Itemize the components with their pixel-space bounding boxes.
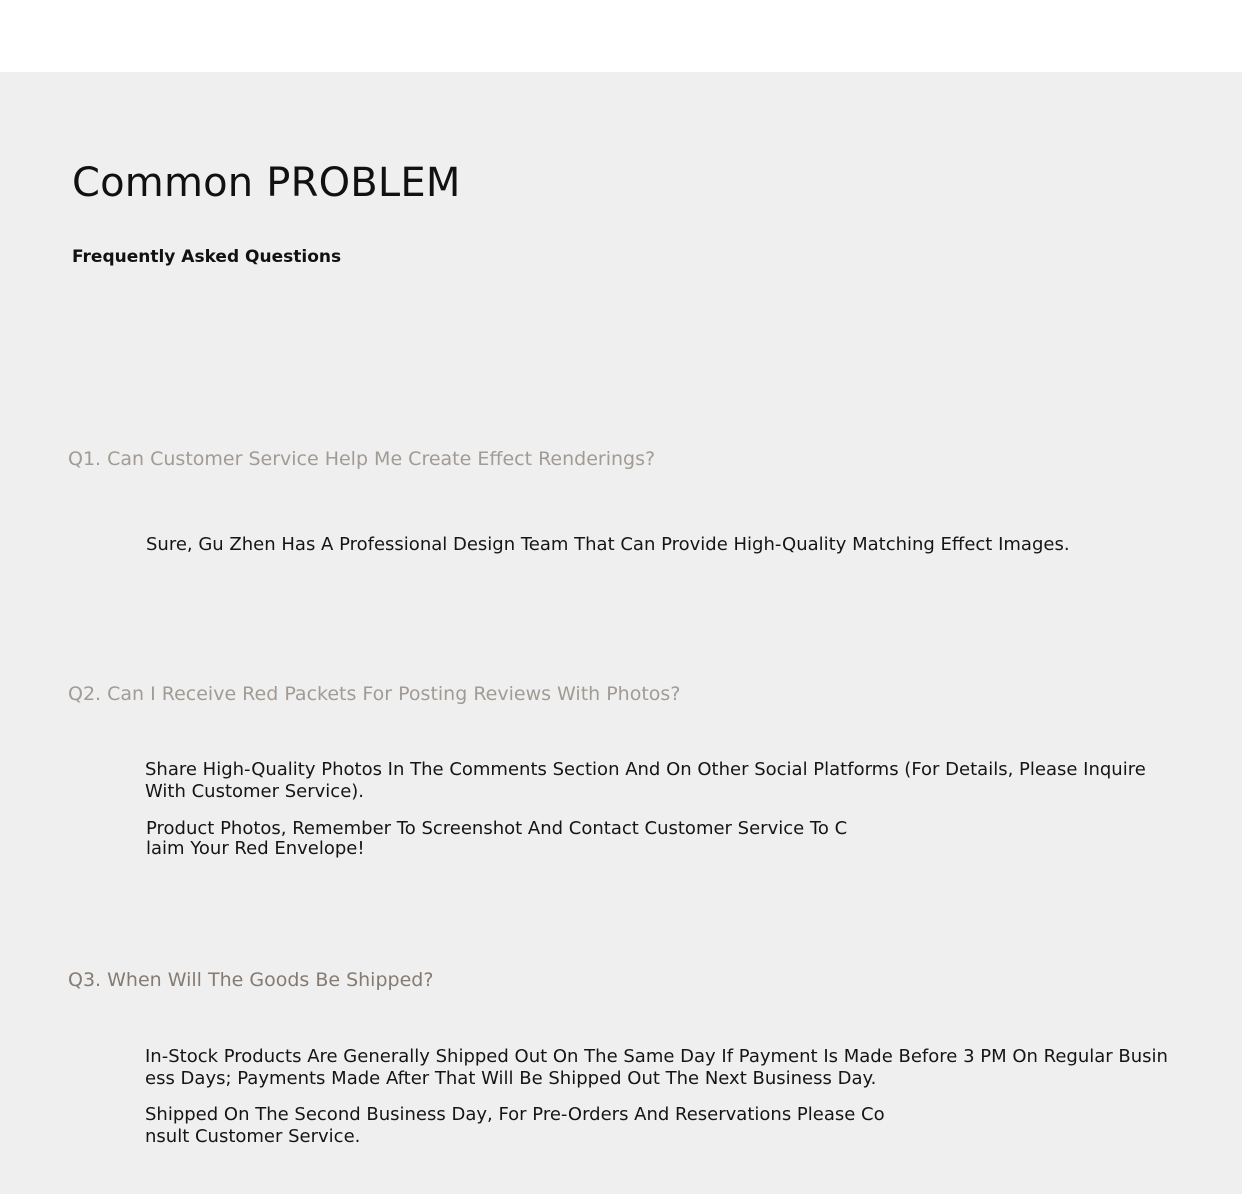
answer-line: Shipped On The Second Business Day, For Pre-Orders And Reservations Please Co [145, 1104, 885, 1125]
faq-answer-2-para-1 [145, 759, 1146, 803]
answer-line: With Customer Service). [145, 781, 365, 802]
answer-line: In-Stock Products Are Generally Shipped Out On The Same Day If Payment Is Made Before 3 PM On Regular Busin [145, 1046, 1168, 1067]
faq-question-1[interactable]: Q1. Can Customer Service Help Me Create Effect Renderings? [68, 448, 656, 470]
page-title: Common PROBLEM [72, 160, 461, 206]
answer-line: ess Days; Payments Made After That Will Be Shipped Out The Next Business Day. [145, 1068, 877, 1089]
faq-section [0, 72, 1242, 1194]
answer-line: Product Photos, Remember To Screenshot And Contact Customer Service To C [146, 818, 848, 839]
top-bar [0, 0, 1242, 72]
faq-answer-3-para-2 [145, 1104, 885, 1148]
faq-answer-1 [146, 534, 1070, 556]
answer-line: laim Your Red Envelope! [146, 838, 365, 859]
answer-line: Sure, Gu Zhen Has A Professional Design Team That Can Provide High-Quality Matching Effect Images. [146, 534, 1070, 555]
faq-question-3[interactable]: Q3. When Will The Goods Be Shipped? [68, 969, 434, 991]
answer-line: nsult Customer Service. [145, 1126, 361, 1147]
faq-question-2[interactable]: Q2. Can I Receive Red Packets For Posting Reviews With Photos? [68, 683, 681, 705]
answer-line: Share High-Quality Photos In The Comments Section And On Other Social Platforms (For Details, Please Inquire [145, 759, 1146, 780]
faq-answer-3-para-1 [145, 1046, 1168, 1090]
faq-answer-2-para-2 [146, 819, 847, 859]
page-subtitle: Frequently Asked Questions [72, 247, 342, 267]
